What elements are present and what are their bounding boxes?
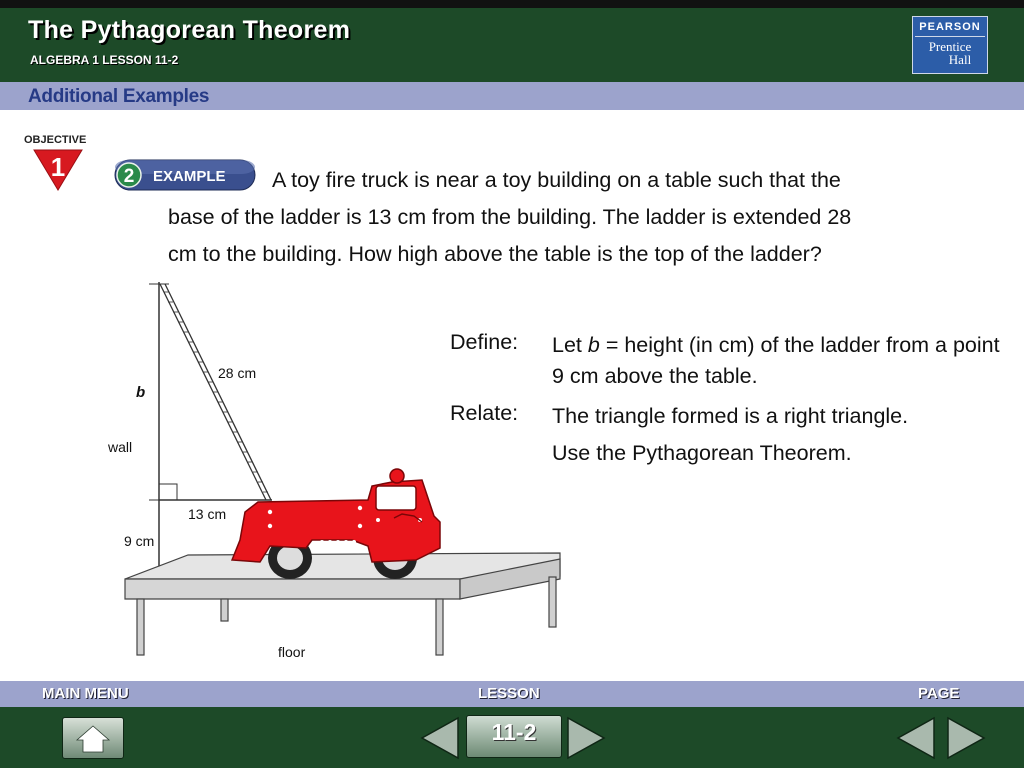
relate-label: Relate:: [450, 401, 519, 425]
lesson-prev-button[interactable]: [420, 716, 460, 760]
problem-line-2: base of the ladder is 13 cm from the building. The ladder is extended 28: [168, 205, 852, 229]
page-prev-button[interactable]: [896, 716, 936, 760]
right-angle-mark: [159, 484, 177, 500]
problem-text: [168, 162, 1008, 273]
logo-publisher: PEARSON: [915, 17, 985, 37]
define-variable: b: [587, 333, 600, 357]
relate-text: [552, 401, 1010, 469]
lesson-number-box: [466, 715, 562, 758]
page-next-button[interactable]: [946, 716, 986, 760]
problem-line-1: A toy fire truck is near a toy building on a table such that the: [272, 168, 841, 192]
lesson-subtitle: ALGEBRA 1 LESSON 11-2: [30, 53, 179, 67]
offset-label: 9 cm: [124, 533, 155, 549]
arrow-right-icon: [566, 716, 606, 760]
objective-triangle-icon: [32, 148, 92, 194]
base-length-label: 13 cm: [188, 506, 227, 522]
objective-number: 1: [50, 152, 66, 182]
define-text: Let b = height (in cm) of the ladder from a point 9 cm above the table.: [552, 333, 1000, 388]
arrow-left-icon: [896, 716, 936, 760]
ladder: [160, 284, 271, 500]
logo-line1: Prentice: [928, 39, 972, 54]
home-icon: [63, 718, 123, 758]
main-menu-label: MAIN MENU: [42, 685, 129, 702]
ladder-length-label: 28 cm: [218, 365, 257, 381]
floor-label: floor: [278, 644, 306, 660]
objective-label: OBJECTIVE: [24, 134, 87, 146]
arrow-right-icon: [946, 716, 986, 760]
lesson-next-button[interactable]: [566, 716, 606, 760]
lesson-number: 11-2: [491, 719, 537, 745]
height-label: b: [136, 384, 146, 401]
relate-line-1: The triangle formed is a right triangle.: [552, 404, 909, 428]
arrow-left-icon: [420, 716, 460, 760]
pearson-logo: [912, 16, 988, 74]
header-topline: [0, 0, 1024, 8]
table: [125, 553, 560, 655]
lesson-label: LESSON: [478, 685, 540, 702]
page-label: PAGE: [918, 685, 960, 702]
footer-label-band: [0, 681, 1024, 707]
page-title: The Pythagorean Theorem: [28, 16, 351, 44]
ladder-figure: [100, 276, 580, 668]
logo-line2: Hall: [948, 52, 972, 67]
section-band: [0, 82, 1024, 110]
section-title: Additional Examples: [28, 86, 210, 107]
example-number: 2: [123, 166, 135, 187]
problem-line-3: cm to the building. How high above the table is the top of the ladder?: [168, 242, 822, 266]
wall-label: wall: [108, 439, 133, 455]
example-label: EXAMPLE: [153, 168, 226, 185]
define-label: Define:: [450, 330, 519, 354]
objective-badge: [24, 134, 94, 194]
main-menu-button[interactable]: [62, 717, 124, 759]
relate-line-2: Use the Pythagorean Theorem.: [552, 441, 852, 465]
